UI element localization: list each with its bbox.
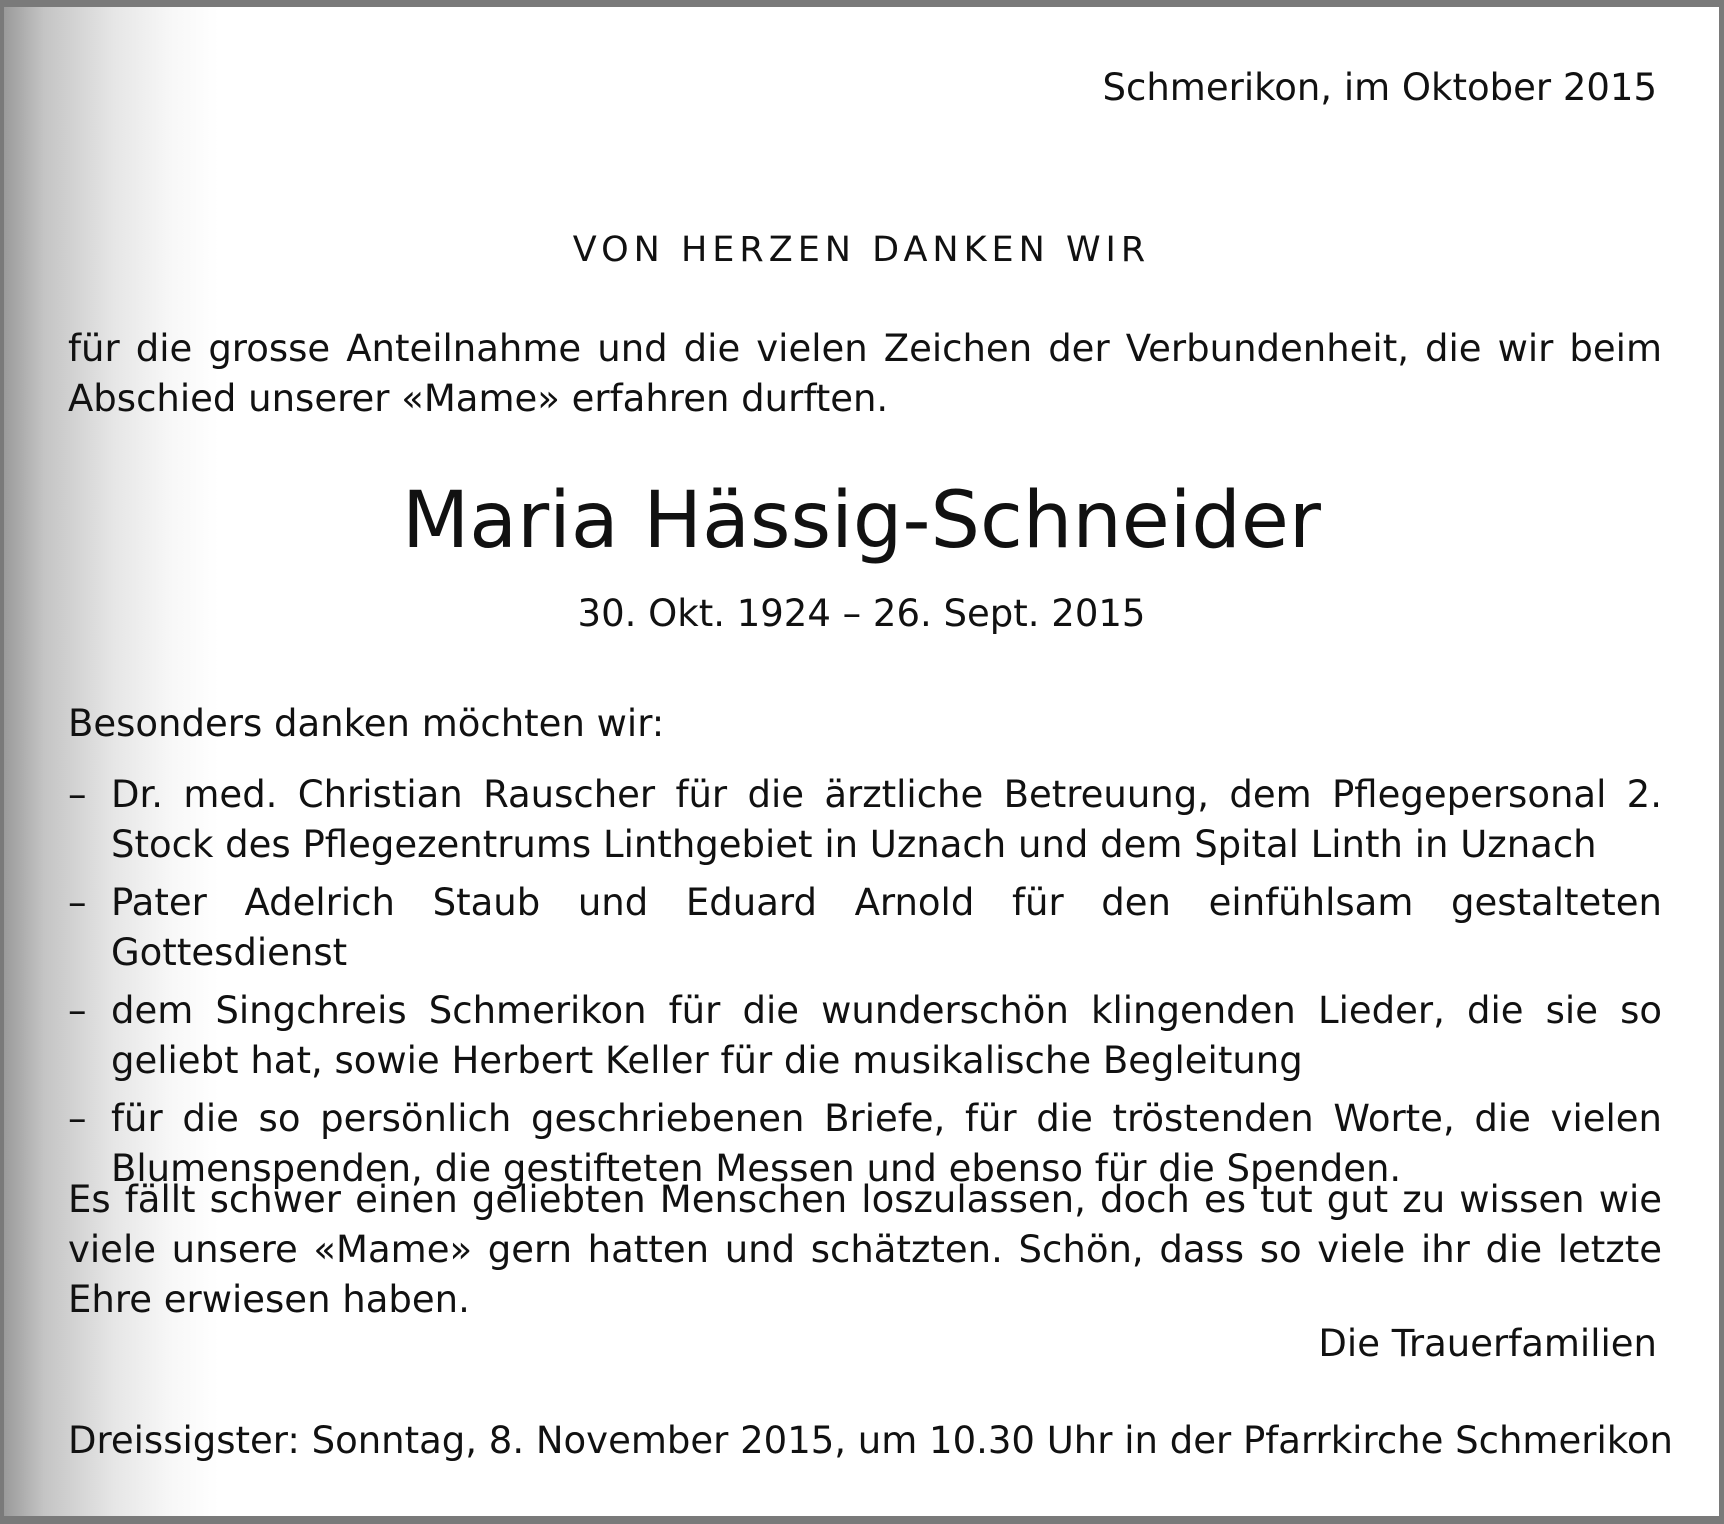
thanks-heading: Besonders danken möchten wir: — [68, 702, 665, 745]
place-date: Schmerikon, im Oktober 2015 — [1102, 66, 1657, 109]
thanks-item-text: dem Singchreis Schmerikon für die wunderschön klingenden Lieder, die sie so geliebt hat, sowie Herbert Keller für die musikalische Begleitung — [111, 989, 1662, 1082]
dash-bullet: – — [68, 1097, 87, 1140]
thanks-item-text: Dr. med. Christian Rauscher für die ärztliche Betreuung, dem Pflegepersonal 2. Stock des Pflegezentrums Linthgebiet in Uznach und dem Spital Linth in Uznach — [111, 773, 1662, 866]
closing-text: Es fällt schwer einen geliebten Menschen loszulassen, doch es tut gut zu wissen wie viele unsere «Mame» gern hatten und schätzten. Schön, dass so viele ihr die letzte Ehre erwiesen haben. — [68, 1178, 1662, 1321]
signature: Die Trauerfamilien — [1318, 1322, 1657, 1365]
thanks-item-service — [68, 878, 1662, 978]
thanks-item-choir — [68, 986, 1662, 1086]
notice-heading: VON HERZEN DANKEN WIR — [572, 230, 1151, 270]
life-dates: 30. Okt. 1924 – 26. Sept. 2015 — [577, 592, 1146, 635]
dash-bullet: – — [68, 881, 87, 924]
dash-bullet: – — [68, 773, 87, 816]
thanks-item-doctor — [68, 770, 1662, 870]
thanks-item-text: Pater Adelrich Staub und Eduard Arnold für den einfühlsam gestalteten Gottesdienst — [111, 881, 1662, 974]
intro-text: für die grosse Anteilnahme und die vielen Zeichen der Verbundenheit, die wir beim Abschied unserer «Mame» erfahren durften. — [68, 327, 1662, 420]
deceased-name: Maria Hässig-Schneider — [402, 476, 1321, 566]
dash-bullet: – — [68, 989, 87, 1032]
thanks-item-text: für die so persönlich geschriebenen Briefe, für die tröstenden Worte, die vielen Blumenspenden, die gestifteten Messen und ebenso für die Spenden. — [111, 1097, 1662, 1190]
thanks-list — [68, 770, 1662, 1202]
memorial-service-info: Dreissigster: Sonntag, 8. November 2015, um 10.30 Uhr in der Pfarrkirche Schmerikon — [68, 1419, 1673, 1462]
